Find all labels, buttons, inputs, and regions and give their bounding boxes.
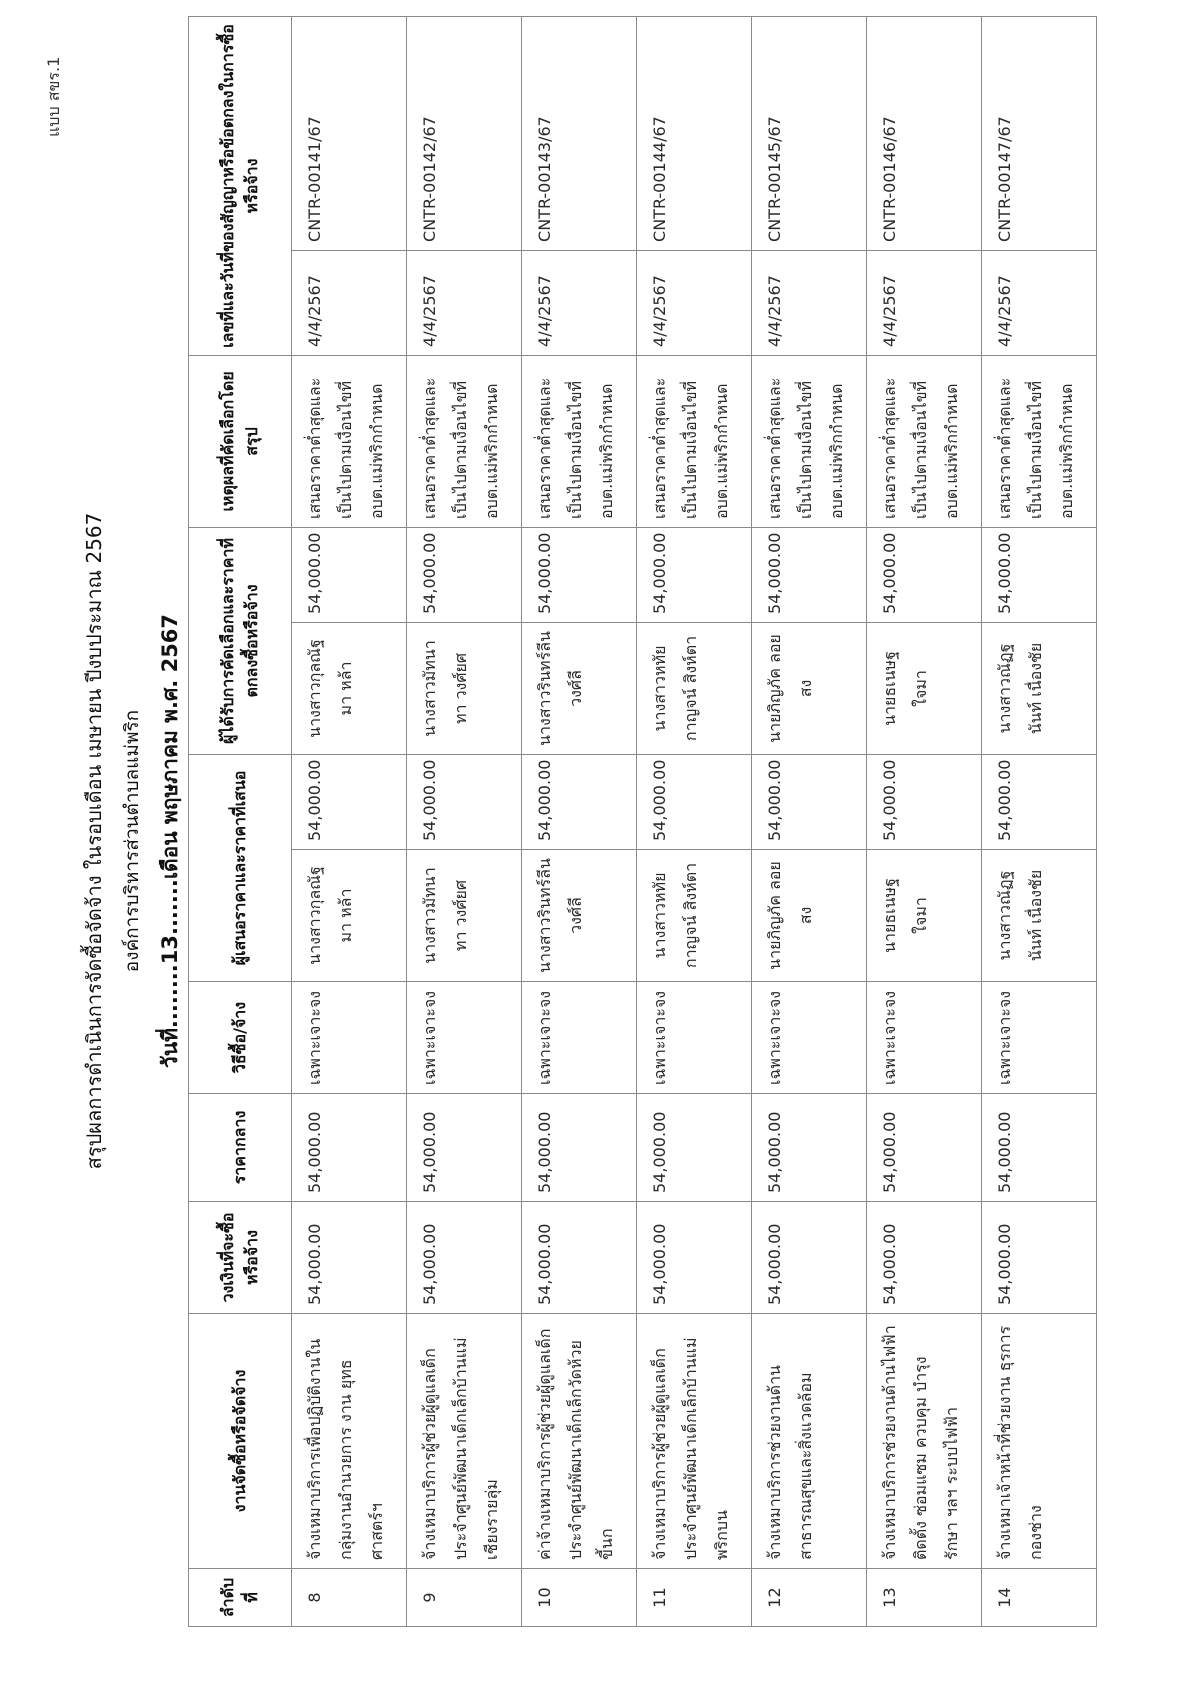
row-bidder-name: นายภิญภัค ลอยสง [752, 850, 867, 982]
row-date: 4/4/2567 [637, 250, 752, 355]
document-header [75, 0, 189, 1682]
header-method: วิธีซื้อ/จ้าง [189, 982, 292, 1094]
row-contract-no: CNTR-00146/67 [867, 16, 982, 250]
row-median-price: 54,000.00 [982, 1094, 1097, 1202]
row-budget: 54,000.00 [867, 1202, 982, 1314]
row-no: 13 [867, 1569, 982, 1627]
row-no: 8 [292, 1569, 407, 1627]
table-row [982, 16, 1097, 1626]
row-reason: เสนอราคาต่ำสุดและ เป็นไปตามเงื่อนไขที่ อบต.แม่พริกกำหนด [867, 355, 982, 527]
row-reason: เสนอราคาต่ำสุดและ เป็นไปตามเงื่อนไขที่ อบต.แม่พริกกำหนด [292, 355, 407, 527]
table-row [292, 16, 407, 1626]
row-bidder-price: 54,000.00 [407, 754, 522, 849]
row-method: เฉพาะเจาะจง [407, 982, 522, 1094]
row-winner-name: นายธเนษฐ ใจมา [867, 622, 982, 754]
row-winner-price: 54,000.00 [867, 527, 982, 622]
row-method: เฉพาะเจาะจง [982, 982, 1097, 1094]
row-bidder-price: 54,000.00 [522, 754, 637, 849]
row-contract-no: CNTR-00145/67 [752, 16, 867, 250]
row-reason: เสนอราคาต่ำสุดและ เป็นไปตามเงื่อนไขที่ อบต.แม่พริกกำหนด [982, 355, 1097, 527]
table-row [407, 16, 522, 1626]
table-row [637, 16, 752, 1626]
header-bidders: ผู้เสนอราคาและราคาที่เสนอ [189, 754, 292, 981]
procurement-table [188, 16, 1097, 1627]
row-contract-no: CNTR-00141/67 [292, 16, 407, 250]
organization-name: องค์การบริหารส่วนตำบลแม่พริก [121, 709, 143, 973]
table-row [867, 16, 982, 1626]
row-median-price: 54,000.00 [867, 1094, 982, 1202]
row-contract-no: CNTR-00143/67 [522, 16, 637, 250]
row-work: จ้างเหมาบริการช่วยงานด้าน สาธารณสุขและสิ่งแวดล้อม [752, 1314, 867, 1569]
row-work: จ้างเหมาบริการผู้ช่วยผู้ดูแลเด็ก ประจำศูนย์พัฒนาเด็กเล็กบ้านแม่ พริกบน [637, 1314, 752, 1569]
row-method: เฉพาะเจาะจง [637, 982, 752, 1094]
row-budget: 54,000.00 [637, 1202, 752, 1314]
report-title: สรุปผลการดำเนินการจัดซื้อจัดจ้าง ในรอบเดือน เมษายน ปีงบประมาณ 2567 [82, 512, 106, 1170]
row-reason: เสนอราคาต่ำสุดและ เป็นไปตามเงื่อนไขที่ อบต.แม่พริกกำหนด [522, 355, 637, 527]
row-median-price: 54,000.00 [522, 1094, 637, 1202]
header-budget: วงเงินที่จะซื้อหรือจ้าง [189, 1202, 292, 1314]
row-contract-no: CNTR-00147/67 [982, 16, 1097, 250]
row-contract-no: CNTR-00144/67 [637, 16, 752, 250]
row-bidder-price: 54,000.00 [867, 754, 982, 849]
row-winner-price: 54,000.00 [292, 527, 407, 622]
row-winner-name: นางสาวรินทร์ลีน วงศ์ลี [522, 622, 637, 754]
row-bidder-name: นางสาวกุลณัฐ มา หล้า [292, 850, 407, 982]
row-winner-price: 54,000.00 [637, 527, 752, 622]
row-date: 4/4/2567 [292, 250, 407, 355]
row-work: ค่าจ้างเหมาบริการผู้ช่วยผู้ดูแลเด็ก ประจำศูนย์พัฒนาเด็กเล็กวัดห้วย ขี้นก [522, 1314, 637, 1569]
row-work: จ้างเหมาบริการผู้ช่วยผู้ดูแลเด็ก ประจำศูนย์พัฒนาเด็กเล็กบ้านแม่ เชียงรายลุ่ม [407, 1314, 522, 1569]
row-method: เฉพาะเจาะจง [867, 982, 982, 1094]
row-bidder-price: 54,000.00 [292, 754, 407, 849]
row-method: เฉพาะเจาะจง [752, 982, 867, 1094]
row-median-price: 54,000.00 [407, 1094, 522, 1202]
row-date: 4/4/2567 [982, 250, 1097, 355]
row-budget: 54,000.00 [982, 1202, 1097, 1314]
table-row [522, 16, 637, 1626]
header-median-price: ราคากลาง [189, 1094, 292, 1202]
header-work: งานจัดซื้อหรือจัดจ้าง [189, 1314, 292, 1569]
row-bidder-price: 54,000.00 [752, 754, 867, 849]
row-bidder-name: นางสาวรินทร์ลีน วงศ์ลี [522, 850, 637, 982]
row-winner-name: นางสาวมัทนา ทา วงศ์ยศ [407, 622, 522, 754]
row-bidder-price: 54,000.00 [637, 754, 752, 849]
table-header-row [189, 16, 292, 1626]
row-no: 12 [752, 1569, 867, 1627]
row-bidder-name: นางสาวณัฏฐนันท์ เนื่องชัย [982, 850, 1097, 982]
row-bidder-name: นางสาวมัทนา ทา วงศ์ยศ [407, 850, 522, 982]
row-winner-name: นางสาวณัฏฐนันท์ เนื่องชัย [982, 622, 1097, 754]
row-budget: 54,000.00 [752, 1202, 867, 1314]
report-date: วันที่........13.......เดือน พฤษภาคม พ.ศ. 2567 [158, 613, 182, 1069]
row-date: 4/4/2567 [522, 250, 637, 355]
row-date: 4/4/2567 [407, 250, 522, 355]
row-budget: 54,000.00 [407, 1202, 522, 1314]
row-winner-price: 54,000.00 [752, 527, 867, 622]
row-work: จ้างเหมาบริการช่วยงานด้านไฟฟ้า ติดตั้ง ซ่อมแซม ควบคุม บำรุงรักษา ฯลฯ ระบบไฟฟ้า [867, 1314, 982, 1569]
row-work: จ้างเหมาบริการเพื่อปฏิบัติงานใน กลุ่มงานอำนวยการ งาน ยุทธศาสตร์ฯ [292, 1314, 407, 1569]
row-budget: 54,000.00 [522, 1202, 637, 1314]
row-winner-name: นายภิญภัค ลอยสง [752, 622, 867, 754]
row-median-price: 54,000.00 [637, 1094, 752, 1202]
header-reason: เหตุผลที่คัดเลือกโดยสรุป [189, 355, 292, 527]
row-method: เฉพาะเจาะจง [292, 982, 407, 1094]
row-winner-price: 54,000.00 [982, 527, 1097, 622]
row-winner-name: นางสาวหทัยกาญจน์ สิงห์ตา [637, 622, 752, 754]
row-work: จ้างเหมาเจ้าหน้าที่ช่วยงาน ธุรการ กองช่าง [982, 1314, 1097, 1569]
row-no: 9 [407, 1569, 522, 1627]
header-contract: เลขที่และวันที่ของสัญญาหรือข้อตกลงในการซื้อหรือจ้าง [189, 16, 292, 355]
row-no: 10 [522, 1569, 637, 1627]
row-winner-price: 54,000.00 [407, 527, 522, 622]
row-bidder-name: นายธเนษฐ ใจมา [867, 850, 982, 982]
row-date: 4/4/2567 [867, 250, 982, 355]
row-median-price: 54,000.00 [292, 1094, 407, 1202]
header-winner: ผู้ได้รับการคัดเลือกและราคาที่ตกลงซื้อหรือจ้าง [189, 527, 292, 754]
table-row [752, 16, 867, 1626]
row-reason: เสนอราคาต่ำสุดและ เป็นไปตามเงื่อนไขที่ อบต.แม่พริกกำหนด [752, 355, 867, 527]
row-bidder-price: 54,000.00 [982, 754, 1097, 849]
row-bidder-name: นางสาวหทัยกาญจน์ สิงห์ตา [637, 850, 752, 982]
row-reason: เสนอราคาต่ำสุดและ เป็นไปตามเงื่อนไขที่ อบต.แม่พริกกำหนด [407, 355, 522, 527]
header-no: ลำดับที่ [189, 1569, 292, 1627]
row-date: 4/4/2567 [752, 250, 867, 355]
row-budget: 54,000.00 [292, 1202, 407, 1314]
form-code: แบบ สขร.1 [44, 56, 63, 137]
row-winner-name: นางสาวกุลณัฐ มา หล้า [292, 622, 407, 754]
row-median-price: 54,000.00 [752, 1094, 867, 1202]
row-contract-no: CNTR-00142/67 [407, 16, 522, 250]
row-reason: เสนอราคาต่ำสุดและ เป็นไปตามเงื่อนไขที่ อบต.แม่พริกกำหนด [637, 355, 752, 527]
row-no: 14 [982, 1569, 1097, 1627]
row-winner-price: 54,000.00 [522, 527, 637, 622]
row-no: 11 [637, 1569, 752, 1627]
row-method: เฉพาะเจาะจง [522, 982, 637, 1094]
